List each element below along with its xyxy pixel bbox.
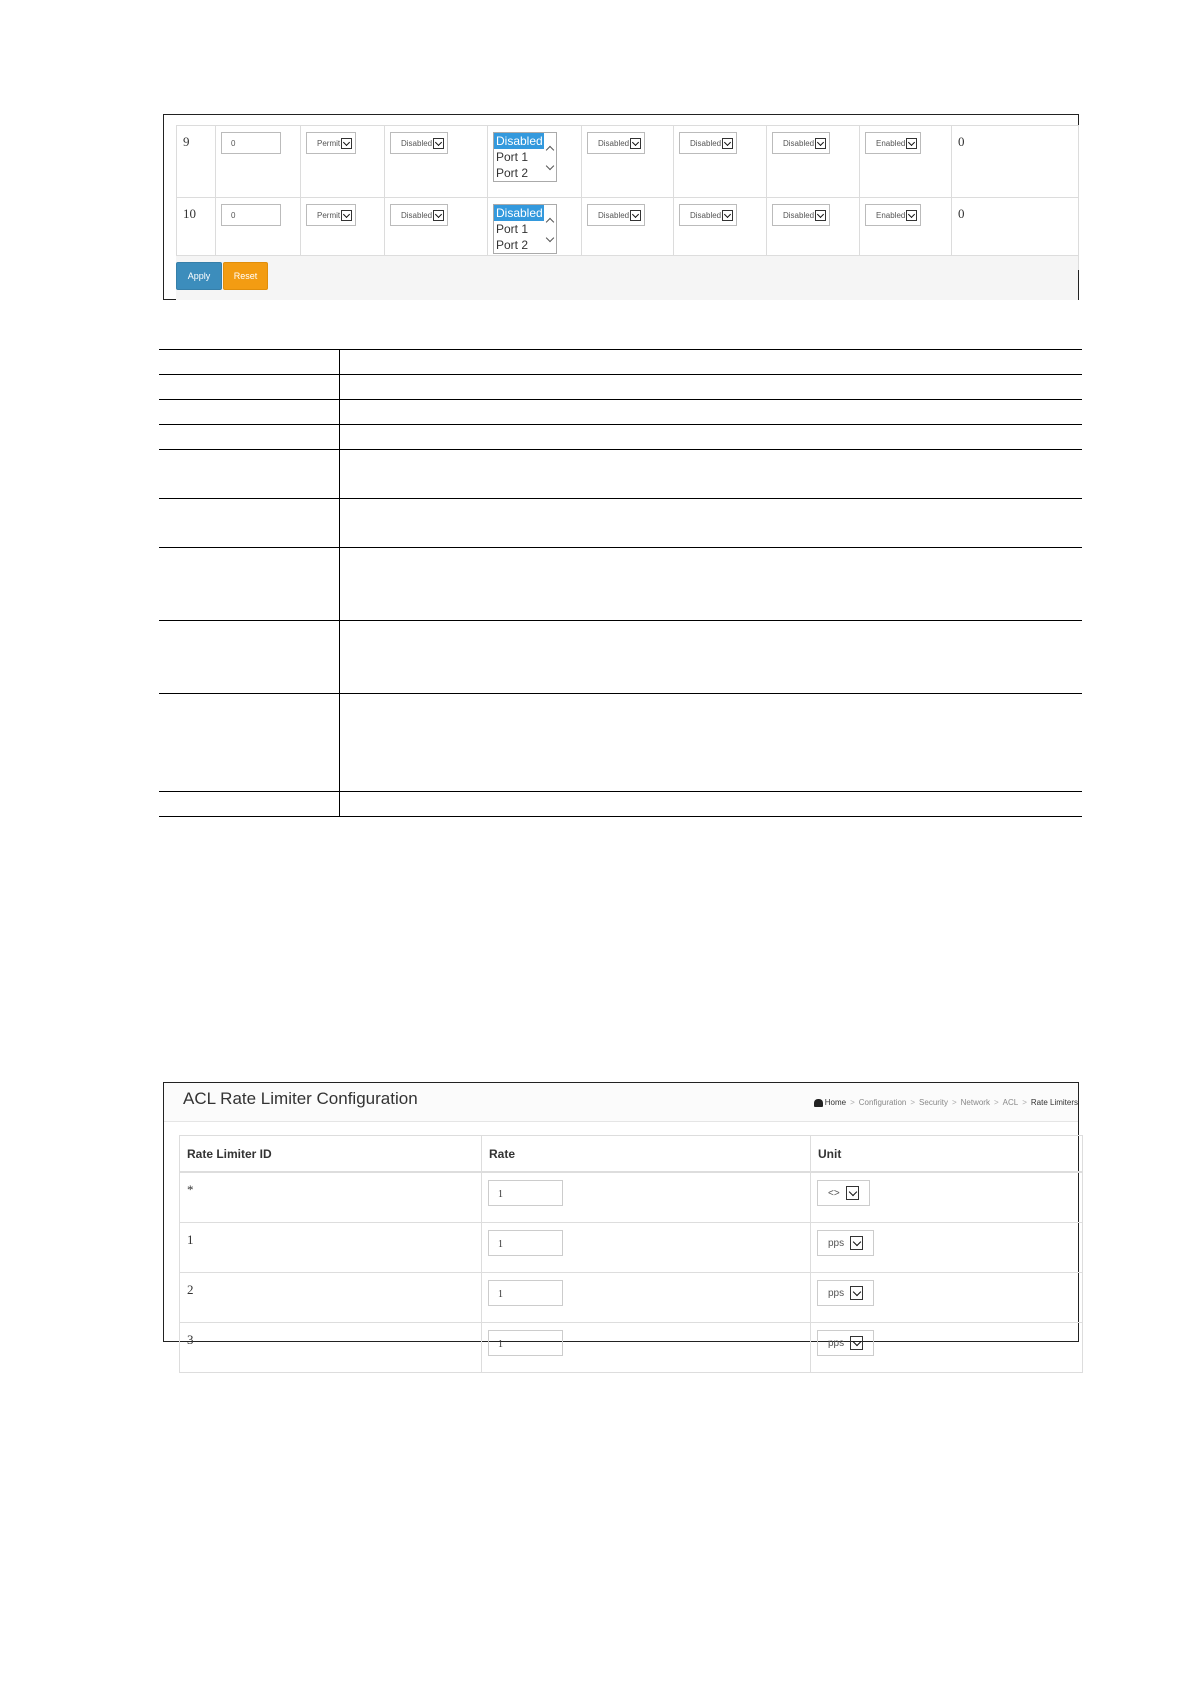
chevron-down-icon [630,210,641,221]
ace-rate-input[interactable]: 0 [221,204,281,226]
chevron-down-icon [815,210,826,221]
mirror-value: Disabled [598,138,630,148]
chevron-down-icon [433,210,444,221]
chevron-down-icon [433,138,444,149]
mirror-value: Disabled [598,210,630,220]
port-option[interactable]: Disabled [496,206,543,220]
logging-value: Disabled [690,210,722,220]
chevron-down-icon [906,210,917,221]
rate-limiter-select[interactable] [390,204,448,226]
unit-value: pps [828,1237,845,1249]
port-listbox[interactable] [493,132,557,182]
port-option[interactable]: Port 1 [496,150,529,164]
state-select[interactable] [865,132,921,154]
chevron-down-icon [341,210,352,221]
state-value: Enabled [876,138,906,148]
table-row [177,126,1079,198]
table-row [159,792,1082,817]
shutdown-select[interactable] [772,204,830,226]
table-row [180,1273,1083,1323]
state-select[interactable] [865,204,921,226]
port-listbox[interactable] [493,204,557,254]
rate-limiter-select[interactable] [390,132,448,154]
rate-limiter-screenshot [163,1082,1079,1350]
ace-id: 10 [177,198,216,270]
mirror-select[interactable] [587,204,645,226]
breadcrumb-home[interactable]: Home [814,1098,846,1107]
chevron-down-icon [906,138,917,149]
breadcrumb-security[interactable]: Security [919,1098,948,1107]
ace-rate-input[interactable]: 0 [221,132,281,154]
rate-limiter-id: 1 [180,1223,482,1273]
page-title: ACL Rate Limiter Configuration [183,1089,418,1108]
shutdown-value: Disabled [783,210,815,220]
counter-value: 0 [952,126,1079,198]
table-row [159,350,1082,375]
breadcrumb-rate-limiters: Rate Limiters [1030,1098,1078,1107]
scroll-down-icon[interactable] [546,234,554,242]
ace-id: 9 [177,126,216,198]
table-row [159,621,1082,694]
table-row [159,375,1082,400]
apply-button[interactable]: Apply [176,262,222,290]
chevron-down-icon [850,1336,863,1350]
breadcrumb-acl[interactable]: ACL [1002,1098,1019,1107]
rate-input[interactable]: 1 [488,1230,563,1256]
rate-limiter-value: Disabled [401,138,433,148]
ace-port-config-screenshot [163,114,1079,300]
port-option[interactable]: Port 2 [496,238,529,252]
shutdown-value: Disabled [783,138,815,148]
table-row [180,1172,1083,1223]
chevron-down-icon [846,1186,859,1200]
unit-select[interactable] [817,1230,874,1256]
rate-limiter-value: Disabled [401,210,433,220]
unit-select[interactable] [817,1330,874,1356]
unit-select[interactable] [817,1280,874,1306]
chevron-down-icon [630,138,641,149]
unit-select[interactable] [817,1180,870,1206]
chevron-down-icon [341,138,352,149]
ace-port-table [176,125,1079,270]
table-row [159,694,1082,792]
table-row [159,400,1082,425]
action-select[interactable] [306,132,356,154]
logging-select[interactable] [679,132,737,154]
scroll-up-icon[interactable] [546,146,554,154]
action-select[interactable] [306,204,356,226]
rate-input[interactable]: 1 [488,1280,563,1306]
port-option[interactable]: Port 1 [496,222,529,236]
rate-limiter-table [179,1135,1083,1373]
table-row [159,450,1082,499]
rate-limiter-id: 2 [180,1273,482,1323]
scroll-up-icon[interactable] [546,218,554,226]
description-table [159,349,1082,817]
rate-input[interactable]: 1 [488,1180,563,1206]
table-row [180,1323,1083,1373]
table-row [159,499,1082,548]
mirror-select[interactable] [587,132,645,154]
table-row [159,548,1082,621]
home-icon [814,1099,823,1107]
shutdown-select[interactable] [772,132,830,154]
unit-value: pps [828,1337,845,1349]
action-value: Permit [317,138,341,148]
column-header-rate: Rate [482,1136,811,1173]
logging-value: Disabled [690,138,722,148]
scroll-down-icon[interactable] [546,162,554,170]
chevron-down-icon [722,210,733,221]
unit-value: pps [828,1287,845,1299]
table-header-row [180,1136,1083,1173]
breadcrumb-configuration[interactable]: Configuration [858,1098,907,1107]
page-header [164,1083,1078,1122]
port-option[interactable]: Disabled [496,134,543,148]
port-option[interactable]: Port 2 [496,166,529,180]
rate-limiter-id: * [180,1172,482,1223]
column-header-unit: Unit [811,1136,1083,1173]
rate-limiter-id: 3 [180,1323,482,1373]
table-row [159,425,1082,450]
logging-select[interactable] [679,204,737,226]
action-value: Permit [317,210,341,220]
breadcrumb-network[interactable]: Network [960,1098,990,1107]
rate-input[interactable]: 1 [488,1330,563,1356]
breadcrumb: Home > Configuration > Security > Network > ACL > Rate Limiters [814,1098,1078,1107]
table-row [180,1223,1083,1273]
unit-value: <> [828,1187,840,1199]
counter-value: 0 [952,198,1079,270]
chevron-down-icon [722,138,733,149]
chevron-down-icon [850,1286,863,1300]
reset-button[interactable]: Reset [223,262,268,290]
column-header-rate-limiter-id: Rate Limiter ID [180,1136,482,1173]
button-bar [176,255,1078,300]
chevron-down-icon [815,138,826,149]
chevron-down-icon [850,1236,863,1250]
state-value: Enabled [876,210,906,220]
